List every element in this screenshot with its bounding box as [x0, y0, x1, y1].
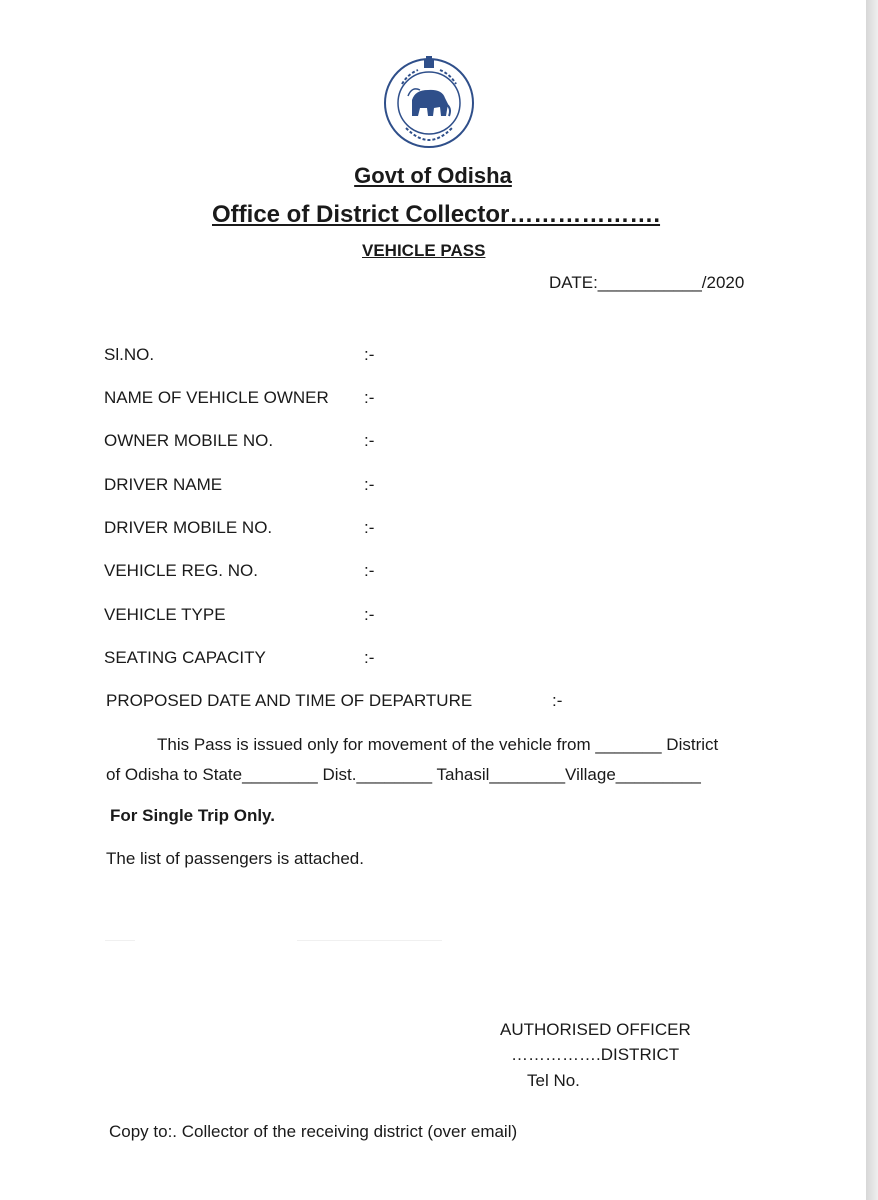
field-label: DRIVER NAME [104, 475, 223, 494]
pass-statement-line2: of Odisha to State________ Dist.________ Tahasil________Village_________ [106, 765, 701, 784]
office-heading: Office of District Collector………………. [212, 201, 661, 228]
copy-to-note: Copy to:. Collector of the receiving district (over email) [109, 1122, 518, 1141]
field-separator: :- [364, 561, 375, 580]
govt-heading: Govt of Odisha [354, 163, 512, 188]
officer-tel: Tel No. [527, 1071, 580, 1090]
field-label: SEATING CAPACITY [104, 648, 266, 667]
field-separator: :- [364, 605, 375, 624]
field-label: VEHICLE TYPE [104, 605, 226, 624]
faint-mark [297, 940, 442, 941]
field-label: OWNER MOBILE NO. [104, 431, 274, 450]
field-label: Sl.NO. [104, 345, 155, 364]
officer-district: …………….DISTRICT [511, 1045, 680, 1064]
field-separator: :- [364, 475, 375, 494]
field-separator: :- [364, 518, 375, 537]
page-edge [866, 0, 878, 1200]
date-field: DATE:___________/2020 [549, 273, 745, 292]
faint-mark [105, 940, 135, 941]
field-separator: :- [364, 431, 375, 450]
field-label: DRIVER MOBILE NO. [104, 518, 273, 537]
pass-statement-line1: This Pass is issued only for movement of the vehicle from _______ District [157, 735, 719, 754]
document-title: VEHICLE PASS [362, 241, 486, 260]
field-separator: :- [364, 648, 375, 667]
field-label: NAME OF VEHICLE OWNER [104, 388, 329, 407]
authorised-officer: AUTHORISED OFFICER [500, 1020, 691, 1039]
field-label: VEHICLE REG. NO. [104, 561, 258, 580]
passengers-note: The list of passengers is attached. [106, 849, 364, 868]
single-trip-note: For Single Trip Only. [110, 806, 275, 825]
field-separator: :- [364, 388, 375, 407]
field-separator: :- [364, 345, 375, 364]
departure-label: PROPOSED DATE AND TIME OF DEPARTURE [106, 691, 473, 710]
odisha-emblem-icon [382, 56, 476, 150]
departure-separator: :- [552, 691, 563, 710]
